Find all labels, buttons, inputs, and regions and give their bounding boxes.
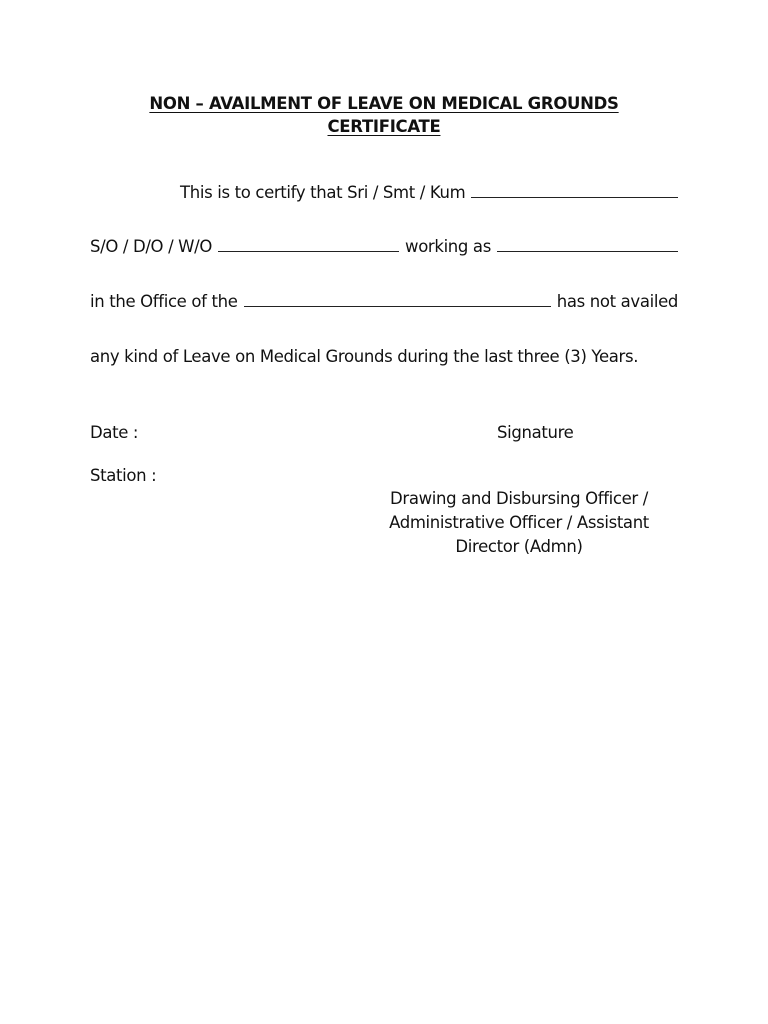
office-text: in the Office of the bbox=[90, 292, 238, 311]
office-blank-field[interactable] bbox=[244, 293, 551, 307]
working-as-text: working as bbox=[405, 237, 491, 256]
officer-designation bbox=[380, 487, 658, 559]
relation-line bbox=[90, 237, 678, 256]
relation-text: S/O / D/O / W/O bbox=[90, 237, 212, 256]
certify-text: This is to certify that Sri / Smt / Kum bbox=[180, 183, 466, 202]
office-line bbox=[90, 292, 678, 311]
signature-label: Signature bbox=[497, 423, 574, 442]
leave-statement-line bbox=[90, 347, 678, 366]
date-label: Date : bbox=[90, 423, 139, 442]
station-label: Station : bbox=[90, 466, 157, 485]
not-availed-text: has not availed bbox=[556, 292, 678, 311]
designation-blank-field[interactable] bbox=[497, 238, 678, 252]
certify-line bbox=[90, 183, 678, 202]
officer-line-3: Director (Admn) bbox=[455, 537, 583, 556]
certificate-title-line1: NON – AVAILMENT OF LEAVE ON MEDICAL GROUNDS bbox=[149, 94, 619, 113]
leave-statement-text: any kind of Leave on Medical Grounds during the last three (3) Years. bbox=[90, 347, 639, 366]
relation-name-blank-field[interactable] bbox=[218, 238, 399, 252]
officer-line-2: Administrative Officer / Assistant bbox=[389, 513, 649, 532]
certificate-title-line2: CERTIFICATE bbox=[327, 117, 441, 136]
officer-line-1: Drawing and Disbursing Officer / bbox=[390, 489, 648, 508]
name-blank-field[interactable] bbox=[471, 184, 678, 198]
